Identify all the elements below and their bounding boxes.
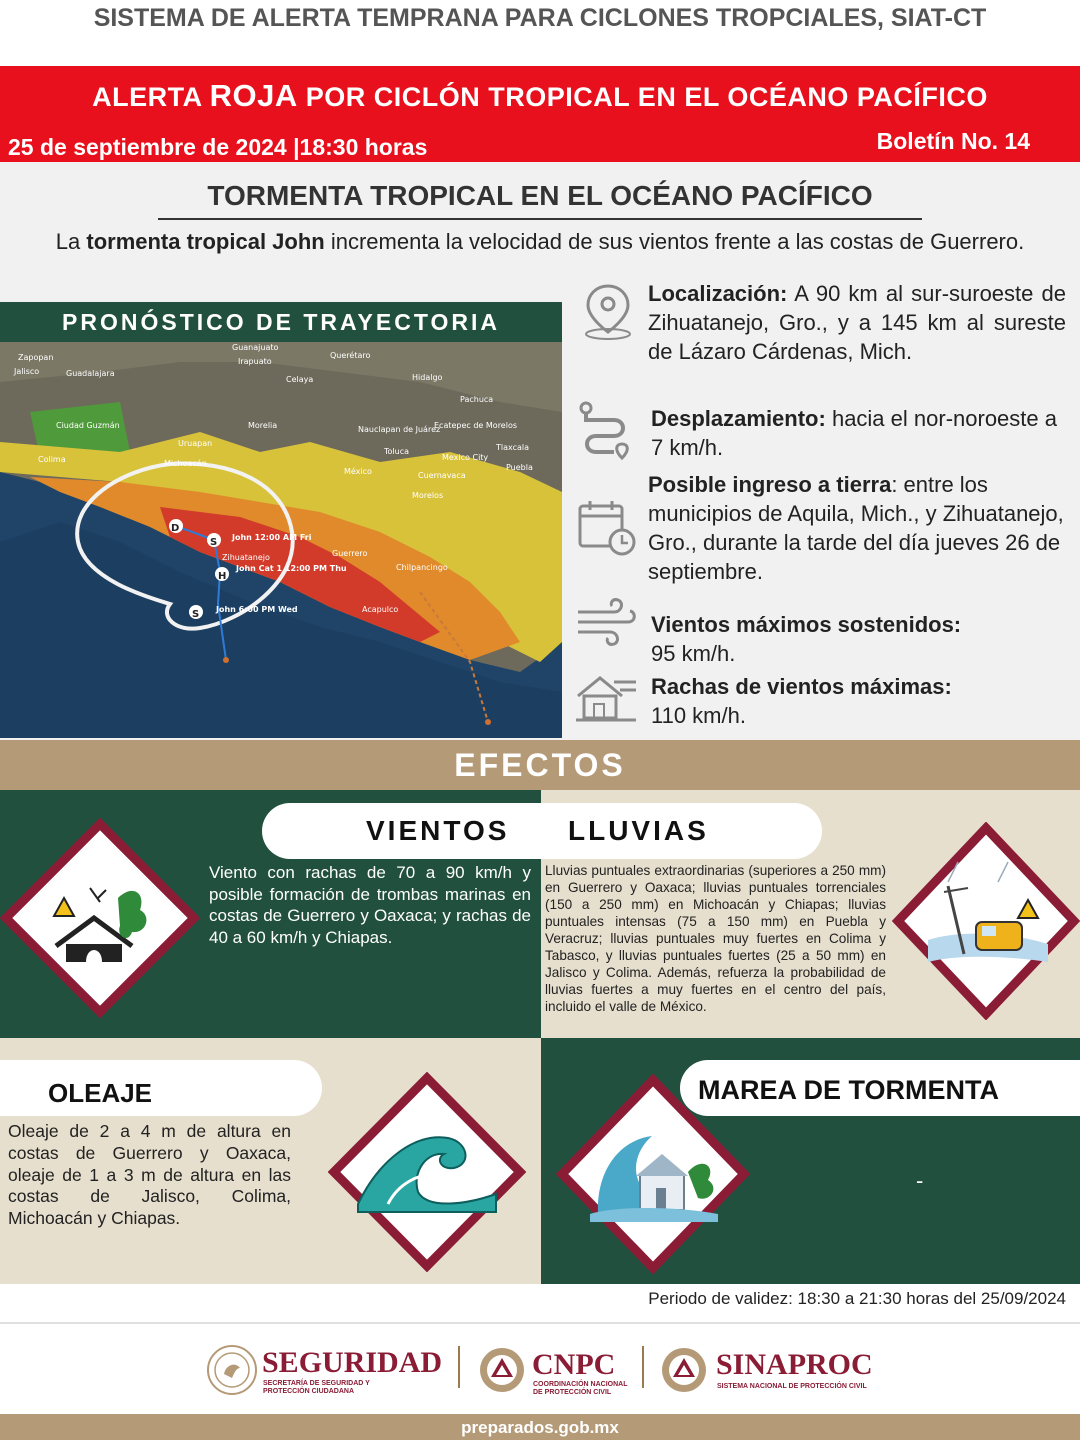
movement-info xyxy=(651,404,1069,462)
map-place-morelia: Morelia xyxy=(248,421,278,430)
seguridad-logo-title: SEGURIDAD xyxy=(262,1346,443,1379)
map-title: PRONÓSTICO DE TRAYECTORIA xyxy=(0,302,562,342)
location-label: Localización: xyxy=(648,281,788,306)
lede-pre: La xyxy=(55,229,81,254)
lede-post: incrementa la velocidad de sus vientos frente a las costas de Guerrero. xyxy=(330,229,1025,254)
bulletin-date: 25 de septiembre de 2024 |18:30 horas xyxy=(8,134,428,160)
marea-text: - xyxy=(916,1168,924,1193)
cnpc-logo-subtitle: COORDINACIÓN NACIONAL DE PROTECCIÓN CIVIL xyxy=(533,1381,628,1396)
track-label-wed: John 6:00 PM Wed xyxy=(216,605,298,614)
logo-divider-1 xyxy=(458,1346,460,1388)
house-wind-icon xyxy=(574,666,640,726)
svg-text:D: D xyxy=(171,523,180,534)
movement-label: Desplazamiento: xyxy=(651,406,826,431)
map-place-naucalpan: Nauclapan de Juárez xyxy=(358,425,441,434)
svg-text:S: S xyxy=(210,537,218,548)
svg-text:H: H xyxy=(218,571,227,582)
alert-banner xyxy=(0,66,1080,162)
trajectory-map xyxy=(0,342,562,738)
cnpc-emblem-icon xyxy=(478,1346,526,1394)
map-place-mexico: México xyxy=(344,467,372,476)
vientos-lluvias-pill xyxy=(262,803,822,859)
wave-hazard-icon xyxy=(328,1072,526,1272)
map-place-morelos: Morelos xyxy=(412,491,444,500)
map-place-guanajuato: Guanajuato xyxy=(232,343,279,352)
alert-suffix: POR CICLÓN TROPICAL EN EL OCÉANO PACÍFICO xyxy=(305,82,988,112)
alert-prefix: ALERTA xyxy=(92,82,202,112)
winds-label: Vientos máximos sostenidos: xyxy=(651,612,962,637)
map-place-toluca: Toluca xyxy=(384,447,410,456)
rain-hazard-icon xyxy=(888,822,1080,1020)
map-graphic xyxy=(0,342,562,738)
alert-headline xyxy=(0,78,1080,114)
storm-surge-hazard-icon xyxy=(556,1074,750,1274)
wind-icon xyxy=(574,592,640,652)
map-place-queretaro: Querétaro xyxy=(330,351,371,360)
gusts-text: 110 km/h. xyxy=(651,703,746,728)
calendar-clock-icon xyxy=(574,498,640,558)
map-place-zihuatanejo: Zihuatanejo xyxy=(222,553,270,562)
movement-text: hacia el nor-noroeste a 7 km/h. xyxy=(651,406,1057,460)
map-place-uruapan: Uruapan xyxy=(178,439,213,448)
sinaproc-logo-subtitle: SISTEMA NACIONAL DE PROTECCIÓN CIVIL xyxy=(717,1383,867,1390)
gusts-label: Rachas de vientos máximas: xyxy=(651,674,952,699)
lluvias-label: LLUVIAS xyxy=(568,815,709,846)
map-place-jalisco: Jalisco xyxy=(14,367,40,376)
map-place-ciudad-guzman: Ciudad Guzmán xyxy=(56,421,120,430)
website-link[interactable]: preparados.gob.mx xyxy=(0,1414,1080,1440)
map-place-guadalajara: Guadalajara xyxy=(66,369,115,378)
lede-storm-name: tormenta tropical John xyxy=(86,229,325,254)
svg-text:S: S xyxy=(192,609,200,620)
vientos-text: Viento con rachas de 70 a 90 km/h y posible formación de trombas marinas en costas de Guerrero y Oaxaca; y rachas de 40 a 60 km/h y Chiapas. xyxy=(209,863,531,947)
oleaje-text: Oleaje de 2 a 4 m de altura en costas de Guerrero y Oaxaca, oleaje de 1 a 3 m de altura en las costas de Jalisco, Colima, Michoacán y Chiapas. xyxy=(8,1121,291,1229)
map-place-chilpancingo: Chilpancingo xyxy=(396,563,448,572)
map-place-ecatepec: Ecatepec de Morelos xyxy=(434,421,518,430)
location-info xyxy=(648,279,1066,366)
wind-hazard-icon xyxy=(0,818,200,1018)
sinaproc-emblem-icon xyxy=(660,1346,708,1394)
landfall-label: Posible ingreso a tierra xyxy=(648,472,892,497)
storm-lede xyxy=(40,228,1040,256)
map-place-guerrero: Guerrero xyxy=(332,549,368,558)
landfall-text: : entre los municipios de Aquila, Mich., y Zihuatanejo, Gro., durante la tarde del día jueves 26 de septiembre. xyxy=(648,472,1064,584)
map-place-colima: Colima xyxy=(38,455,66,464)
map-place-tlaxcala: Tlaxcala xyxy=(496,443,530,452)
map-place-acapulco: Acapulco xyxy=(362,605,399,614)
location-pin-icon xyxy=(574,282,640,342)
effects-title: EFECTOS xyxy=(0,740,1080,790)
alert-level: ROJA xyxy=(209,78,298,113)
oleaje-pill xyxy=(0,1060,322,1116)
map-place-pachuca: Pachuca xyxy=(460,395,494,404)
oleaje-label: OLEAJE xyxy=(48,1078,153,1108)
map-place-celaya: Celaya xyxy=(286,375,314,384)
map-place-michoacan: Michoacán xyxy=(164,459,207,468)
map-place-zapopan: Zapopan xyxy=(18,353,54,362)
lluvias-text: Lluvias puntuales extraordinarias (superiores a 250 mm) en Guerrero y Oaxaca; lluvias puntuales torrenciales (150 a 250 mm) en Michoacán y Chiapas; lluvias puntuales intensas (75 a 150 mm) en Puebla y Veracruz; lluvias puntuales muy fuertes en Colima y Tabasco, y lluvias puntuales fuertes (25 a 50 mm) en Jalisco y Colima. Además, refuerza la probabilidad de lluvias fuertes a muy fuertes en el centro del país, incluido el valle de México. xyxy=(545,863,886,1014)
validity-period: Periodo de validez: 18:30 a 21:30 horas del 25/09/2024 xyxy=(648,1289,1066,1308)
map-place-irapuato: Irapuato xyxy=(238,357,272,366)
track-label-thu: John Cat 1 12:00 PM Thu xyxy=(236,564,347,573)
winds-text: 95 km/h. xyxy=(651,641,736,666)
bulletin-number: Boletín No. 14 xyxy=(876,128,1030,154)
logo-divider-2 xyxy=(642,1346,644,1388)
vientos-label: VIENTOS xyxy=(366,815,510,846)
winds-info xyxy=(651,610,1069,668)
system-title: SISTEMA DE ALERTA TEMPRANA PARA CICLONES TROPCIALES, SIAT-CT xyxy=(0,0,1080,66)
map-place-mexico-city: Mexico City xyxy=(442,453,489,462)
sinaproc-logo-title: SINAPROC xyxy=(716,1348,873,1381)
landfall-info xyxy=(648,470,1066,586)
map-place-cuernavaca: Cuernavaca xyxy=(418,471,466,480)
map-place-hidalgo: Hidalgo xyxy=(412,373,443,382)
gusts-info xyxy=(651,672,1069,730)
map-place-puebla: Puebla xyxy=(506,463,533,472)
track-label-fri: John 12:00 AM Fri xyxy=(232,533,312,542)
mexico-seal-icon xyxy=(206,1344,258,1396)
seguridad-logo-subtitle: SECRETARÍA DE SEGURIDAD Y PROTECCIÓN CIUDADANA xyxy=(263,1380,370,1395)
cnpc-logo-title: CNPC xyxy=(532,1348,616,1381)
storm-subtitle: TORMENTA TROPICAL EN EL OCÉANO PACÍFICO xyxy=(158,180,922,220)
marea-label: MAREA DE TORMENTA xyxy=(698,1075,999,1105)
location-text: A 90 km al sur-suroeste de Zihuatanejo, Gro., y a 145 km al sureste de Lázaro Cárdenas, Mich. xyxy=(648,281,1066,364)
footer-divider xyxy=(0,1322,1080,1324)
route-icon xyxy=(574,400,640,460)
